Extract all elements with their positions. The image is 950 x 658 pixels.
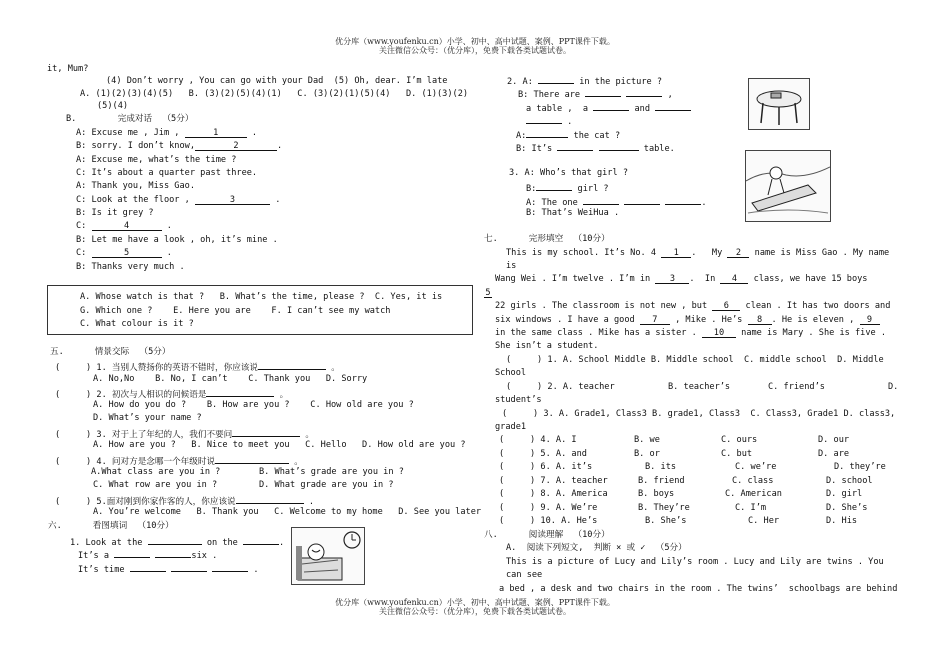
cloze-option: D. girl bbox=[826, 489, 863, 499]
dialog-line: B: Is it grey ? bbox=[76, 208, 154, 218]
options-box-line: A. Whose watch is that ? B. What’s the time, please ? C. Yes, it is bbox=[80, 292, 443, 302]
cloze-line: six windows . I have a good 7 , Mike . He’s 8 . He is eleven , 9 bbox=[495, 314, 880, 326]
cloze-option: ( ) 8. A. America bbox=[499, 489, 608, 499]
dialog-line: C: Look at the floor , 3 . bbox=[76, 195, 281, 205]
right-line: 2. A: in the picture ? bbox=[507, 73, 662, 88]
question: ( ) 3. 对于上了年纪的人，我们不要问 。 bbox=[55, 426, 314, 441]
question-options: A. How are you ? B. Nice to meet you C. Hello D. How old are you ? bbox=[93, 440, 466, 450]
cloze-option: D. His bbox=[826, 516, 858, 526]
question-options: C. What row are you in ? bbox=[93, 480, 218, 490]
cloze-option: B. They’re bbox=[638, 503, 690, 513]
cloze-option: C. ours bbox=[721, 435, 758, 445]
question-options: D. What grade are you in ? bbox=[259, 480, 394, 490]
cloze-option: B. or bbox=[634, 449, 660, 459]
cloze-option: ( ) 7. A. teacher bbox=[499, 476, 608, 486]
right-line: A: the cat ? bbox=[516, 127, 620, 142]
right-line: . bbox=[526, 113, 572, 128]
section-7-title: 七. 完形填空 （10分） bbox=[484, 234, 610, 244]
cloze-option: C. but bbox=[721, 449, 753, 459]
right-line: B: That’s WeiHua . bbox=[526, 208, 620, 218]
options-box-line: C. What colour is it ? bbox=[80, 319, 194, 329]
cloze-line: 22 girls . The classroom is not new , but 6 clean . It has two doors and bbox=[495, 301, 891, 311]
cloze-option: C. we’re bbox=[735, 462, 777, 472]
left-line: (4) Don’t worry , You can go with your Dad (5) Oh, dear. I’m late bbox=[106, 76, 448, 86]
section-b-title: B. 完成对话 （5分） bbox=[66, 114, 194, 124]
dialog-line: C: It’s about a quarter past three. bbox=[76, 168, 258, 178]
cloze-option: C. American bbox=[725, 489, 782, 499]
cloze-line: Wang Wei . I’m twelve . I’m in 3 . In 4 class, we have 15 boys bbox=[495, 274, 868, 284]
cloze-option: D. school bbox=[826, 476, 873, 486]
right-line: a table , a and bbox=[526, 100, 691, 115]
cloze-option: C. Her bbox=[748, 516, 780, 526]
cloze-option: ( ) 5. A. and bbox=[499, 449, 587, 459]
question: ( ) 5.面对刚到你家作客的人，你应该说 . bbox=[55, 493, 314, 508]
picture-fill-line: 1. Look at the on the . bbox=[70, 534, 284, 549]
cloze-option: B. its bbox=[645, 462, 677, 472]
left-line: A. (1)(2)(3)(4)(5) B. (3)(2)(5)(4)(1) C. (3)(2)(1)(5)(4) D. (1)(3)(2) bbox=[80, 89, 469, 99]
reading-a-title: A. 阅读下列短文, 判断 × 或 ✓ （5分） bbox=[506, 543, 687, 553]
question-options: A.What class are you in ? bbox=[91, 467, 221, 477]
cloze-option: D. our bbox=[818, 435, 850, 445]
right-line: B: It’s table. bbox=[516, 140, 675, 155]
dialog-line: A: Excuse me , Jim , 1 . bbox=[76, 128, 258, 138]
cloze-option: C. class bbox=[732, 476, 774, 486]
cloze-line: in the same class . Mike has a sister . 10 name is Mary . She is five . bbox=[495, 328, 887, 338]
options-box-line: G. Which one ? E. Here you are F. I can’t see my watch bbox=[80, 306, 391, 316]
cloze-line: She isn’t a student. bbox=[495, 341, 599, 351]
dialog-line: C: 4 . bbox=[76, 221, 172, 231]
cloze-option: School bbox=[495, 368, 527, 378]
right-line: B: There are , bbox=[518, 86, 673, 101]
cloze-option: C. friend’s bbox=[768, 382, 825, 392]
question: ( ) 2. 初次与人相识的问候语是 。 bbox=[55, 386, 288, 401]
left-line: it, Mum? bbox=[47, 64, 89, 74]
dialog-line: C: 5 . bbox=[76, 248, 172, 258]
cloze-option: ( ) 2. A. teacher bbox=[506, 382, 615, 392]
left-line: (5)(4) bbox=[97, 101, 129, 111]
dialog-line: B: Let me have a look , oh, it’s mine . bbox=[76, 235, 278, 245]
right-line: 3. A: Who’s that girl ? bbox=[509, 168, 628, 178]
cloze-option: ( ) 3. A. Grade1, Class3 B. grade1, Class3 C. Class3, Grade1 D. class3, bbox=[502, 409, 896, 419]
question-options: A. How do you do ? B. How are you ? C. How old are you ? bbox=[93, 400, 414, 410]
cloze-option: ( ) 1. A. School Middle B. Middle school C. middle school D. Middle bbox=[506, 355, 884, 365]
right-line: B: girl ? bbox=[526, 180, 609, 195]
question: ( ) 1. 当别人赞扬你的英语不错时，你应该说 。 bbox=[55, 359, 340, 374]
cloze-line: 5 bbox=[485, 288, 491, 298]
cloze-option: D. are bbox=[818, 449, 850, 459]
header-line-2: 关注微信公众号：（优分库），免费下载各类试题试卷。 bbox=[379, 46, 571, 55]
cloze-option: B. She’s bbox=[645, 516, 687, 526]
cloze-option: B. boys bbox=[638, 489, 675, 499]
cloze-option: ( ) 10. A. He’s bbox=[499, 516, 598, 526]
dialog-line: A: Excuse me, what’s the time ? bbox=[76, 155, 237, 165]
cloze-option: ( ) 9. A. We’re bbox=[499, 503, 598, 513]
right-line: A: The one . bbox=[526, 194, 707, 209]
cloze-line: This is my school. It’s No. 4 1 . My 2 name is Miss Gao . My name bbox=[506, 248, 890, 258]
cloze-option: B. teacher’s bbox=[668, 382, 731, 392]
boat-picture bbox=[745, 150, 831, 222]
cloze-option: B. we bbox=[634, 435, 660, 445]
cloze-option: D. She’s bbox=[826, 503, 868, 513]
reading-line: can see bbox=[506, 570, 543, 580]
cloze-option: ( ) 4. A. I bbox=[499, 435, 577, 445]
question-options: D. What’s your name ? bbox=[93, 413, 202, 423]
cloze-option: D. bbox=[888, 382, 899, 392]
footer-line-1: 优分库（www.youfenku.cn）小学、初中、高中试题、案例、PPT课件下载。 bbox=[335, 598, 615, 607]
cloze-option: ( ) 6. A. it’s bbox=[499, 462, 593, 472]
footer-line-2: 关注微信公众号：（优分库），免费下载各类试题试卷。 bbox=[379, 607, 571, 616]
cloze-option: grade1 bbox=[495, 422, 527, 432]
section-6-title: 六. 看图填词 （10分） bbox=[48, 521, 174, 531]
reading-line: a bed , a desk and two chairs in the room . The twins’ schoolbags are behind bbox=[499, 584, 898, 594]
cloze-option: student’s bbox=[495, 395, 542, 405]
picture-fill-line: It’s time . bbox=[78, 561, 259, 576]
reading-line: This is a picture of Lucy and Lily’s room . Lucy and Lily are twins . You bbox=[506, 557, 884, 567]
question-options: A. No,No B. No, I can’t C. Thank you D. Sorry bbox=[93, 374, 368, 384]
table-picture bbox=[748, 78, 810, 130]
dialog-line: B: sorry. I don’t know, 2 . bbox=[76, 141, 283, 151]
dialog-line: B: Thanks very much . bbox=[76, 262, 185, 272]
cloze-line: is bbox=[506, 261, 517, 271]
section-8-title: 八. 阅读理解 （10分） bbox=[484, 530, 610, 540]
header-line-1: 优分库（www.youfenku.cn）小学、初中、高中试题、案例、PPT课件下载。 bbox=[335, 37, 615, 46]
question: ( ) 4. 问对方是念哪一个年级时说 。 bbox=[55, 453, 303, 468]
section-5-title: 五. 情景交际 （5分） bbox=[50, 347, 171, 357]
question-options: A. You’re welcome B. Thank you C. Welcome to my home D. See you later bbox=[93, 507, 482, 517]
picture-fill-line: It’s a six . bbox=[78, 547, 217, 562]
bed-clock-picture bbox=[291, 527, 365, 585]
cloze-option: B. friend bbox=[638, 476, 685, 486]
dialog-line: A: Thank you, Miss Gao. bbox=[76, 181, 195, 191]
cloze-option: C. I’m bbox=[735, 503, 767, 513]
cloze-option: D. they’re bbox=[834, 462, 886, 472]
question-options: B. What’s grade are you in ? bbox=[259, 467, 404, 477]
